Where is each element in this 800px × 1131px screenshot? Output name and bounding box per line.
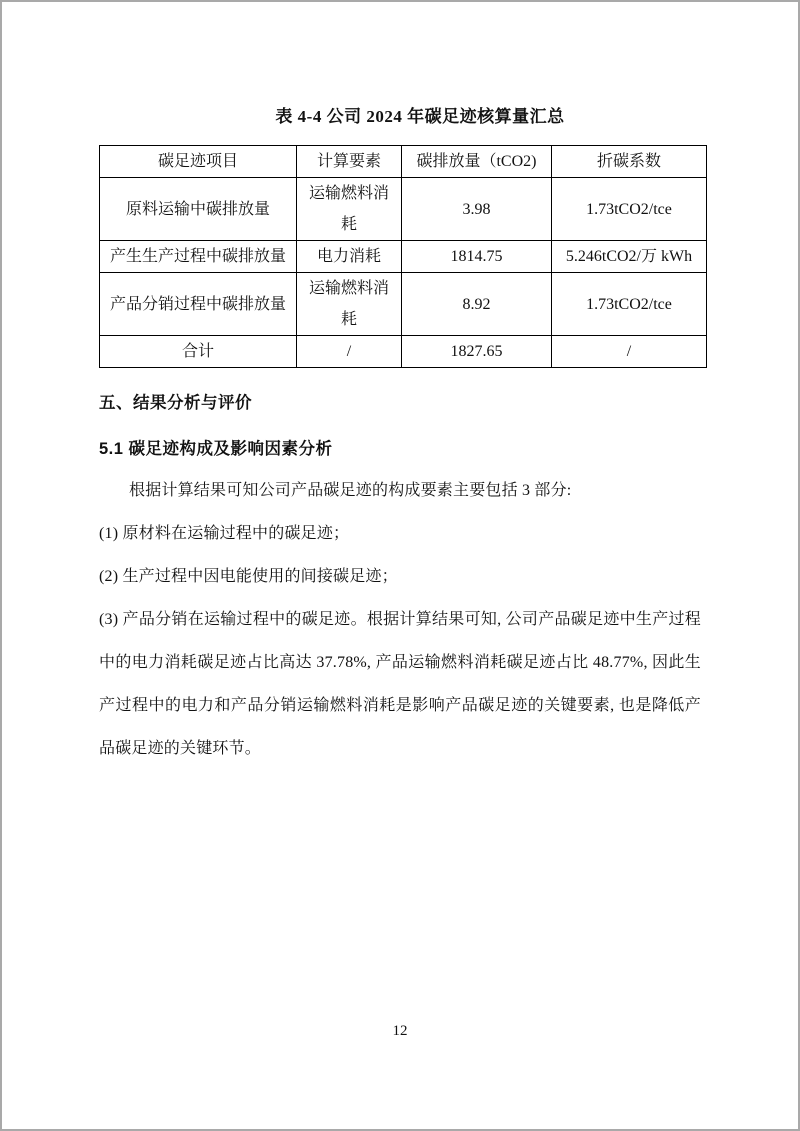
page-number: 12: [392, 1023, 408, 1039]
analysis-text: [99, 469, 701, 770]
paragraph-item-1: (1) 原材料在运输过程中的碳足迹；: [99, 525, 350, 542]
table-cell: /: [552, 336, 707, 368]
page-content: [2, 106, 798, 770]
paragraph-item-2: (2) 生产过程中因电能使用的间接碳足迹；: [99, 568, 398, 585]
table-cell: 产品分销过程中碳排放量: [100, 273, 297, 336]
paragraph-intro: 根据计算结果可知公司产品碳足迹的构成要素主要包括 3 部分:: [129, 482, 572, 499]
table-cell: 运输燃料消耗: [297, 273, 402, 336]
table-cell: 1827.65: [402, 336, 552, 368]
table-cell: 运输燃料消耗: [297, 178, 402, 241]
table-cell: 1.73tCO2/tce: [552, 178, 707, 241]
table-total-row: [100, 336, 707, 368]
carbon-summary-table: [99, 145, 707, 368]
table-row: [100, 178, 707, 241]
section-heading: 五、结果分析与评价: [99, 394, 252, 412]
table-caption: 表 4-4 公司 2024 年碳足迹核算量汇总: [275, 107, 565, 126]
table-cell: 产生生产过程中碳排放量: [100, 241, 297, 273]
table-cell: 合计: [100, 336, 297, 368]
table-cell: /: [297, 336, 402, 368]
header-cell-emission: 碳排放量（tCO2): [402, 146, 552, 178]
table-cell: 3.98: [402, 178, 552, 241]
table-cell: 原料运输中碳排放量: [100, 178, 297, 241]
table-header-row: [100, 146, 707, 178]
table-cell: 5.246tCO2/万 kWh: [552, 241, 707, 273]
table-cell: 1814.75: [402, 241, 552, 273]
table-cell: 1.73tCO2/tce: [552, 273, 707, 336]
header-cell-factor: 计算要素: [297, 146, 402, 178]
table-row: [100, 241, 707, 273]
header-cell-item: 碳足迹项目: [100, 146, 297, 178]
header-cell-coefficient: 折碳系数: [552, 146, 707, 178]
table-cell: 电力消耗: [297, 241, 402, 273]
table-cell: 8.92: [402, 273, 552, 336]
table-row: [100, 273, 707, 336]
paragraph-item-3: (3) 产品分销在运输过程中的碳足迹。根据计算结果可知, 公司产品碳足迹中生产过程中的电力消耗碳足迹占比高达 37.78%, 产品运输燃料消耗碳足迹占比 48.77%, 因此生产过程中的电力和产品分销运输燃料消耗是影响产品碳足迹的关键要素, 也是降低产品碳足迹的关键环节。: [99, 611, 701, 757]
subsection-heading: 5.1 碳足迹构成及影响因素分析: [99, 440, 333, 458]
